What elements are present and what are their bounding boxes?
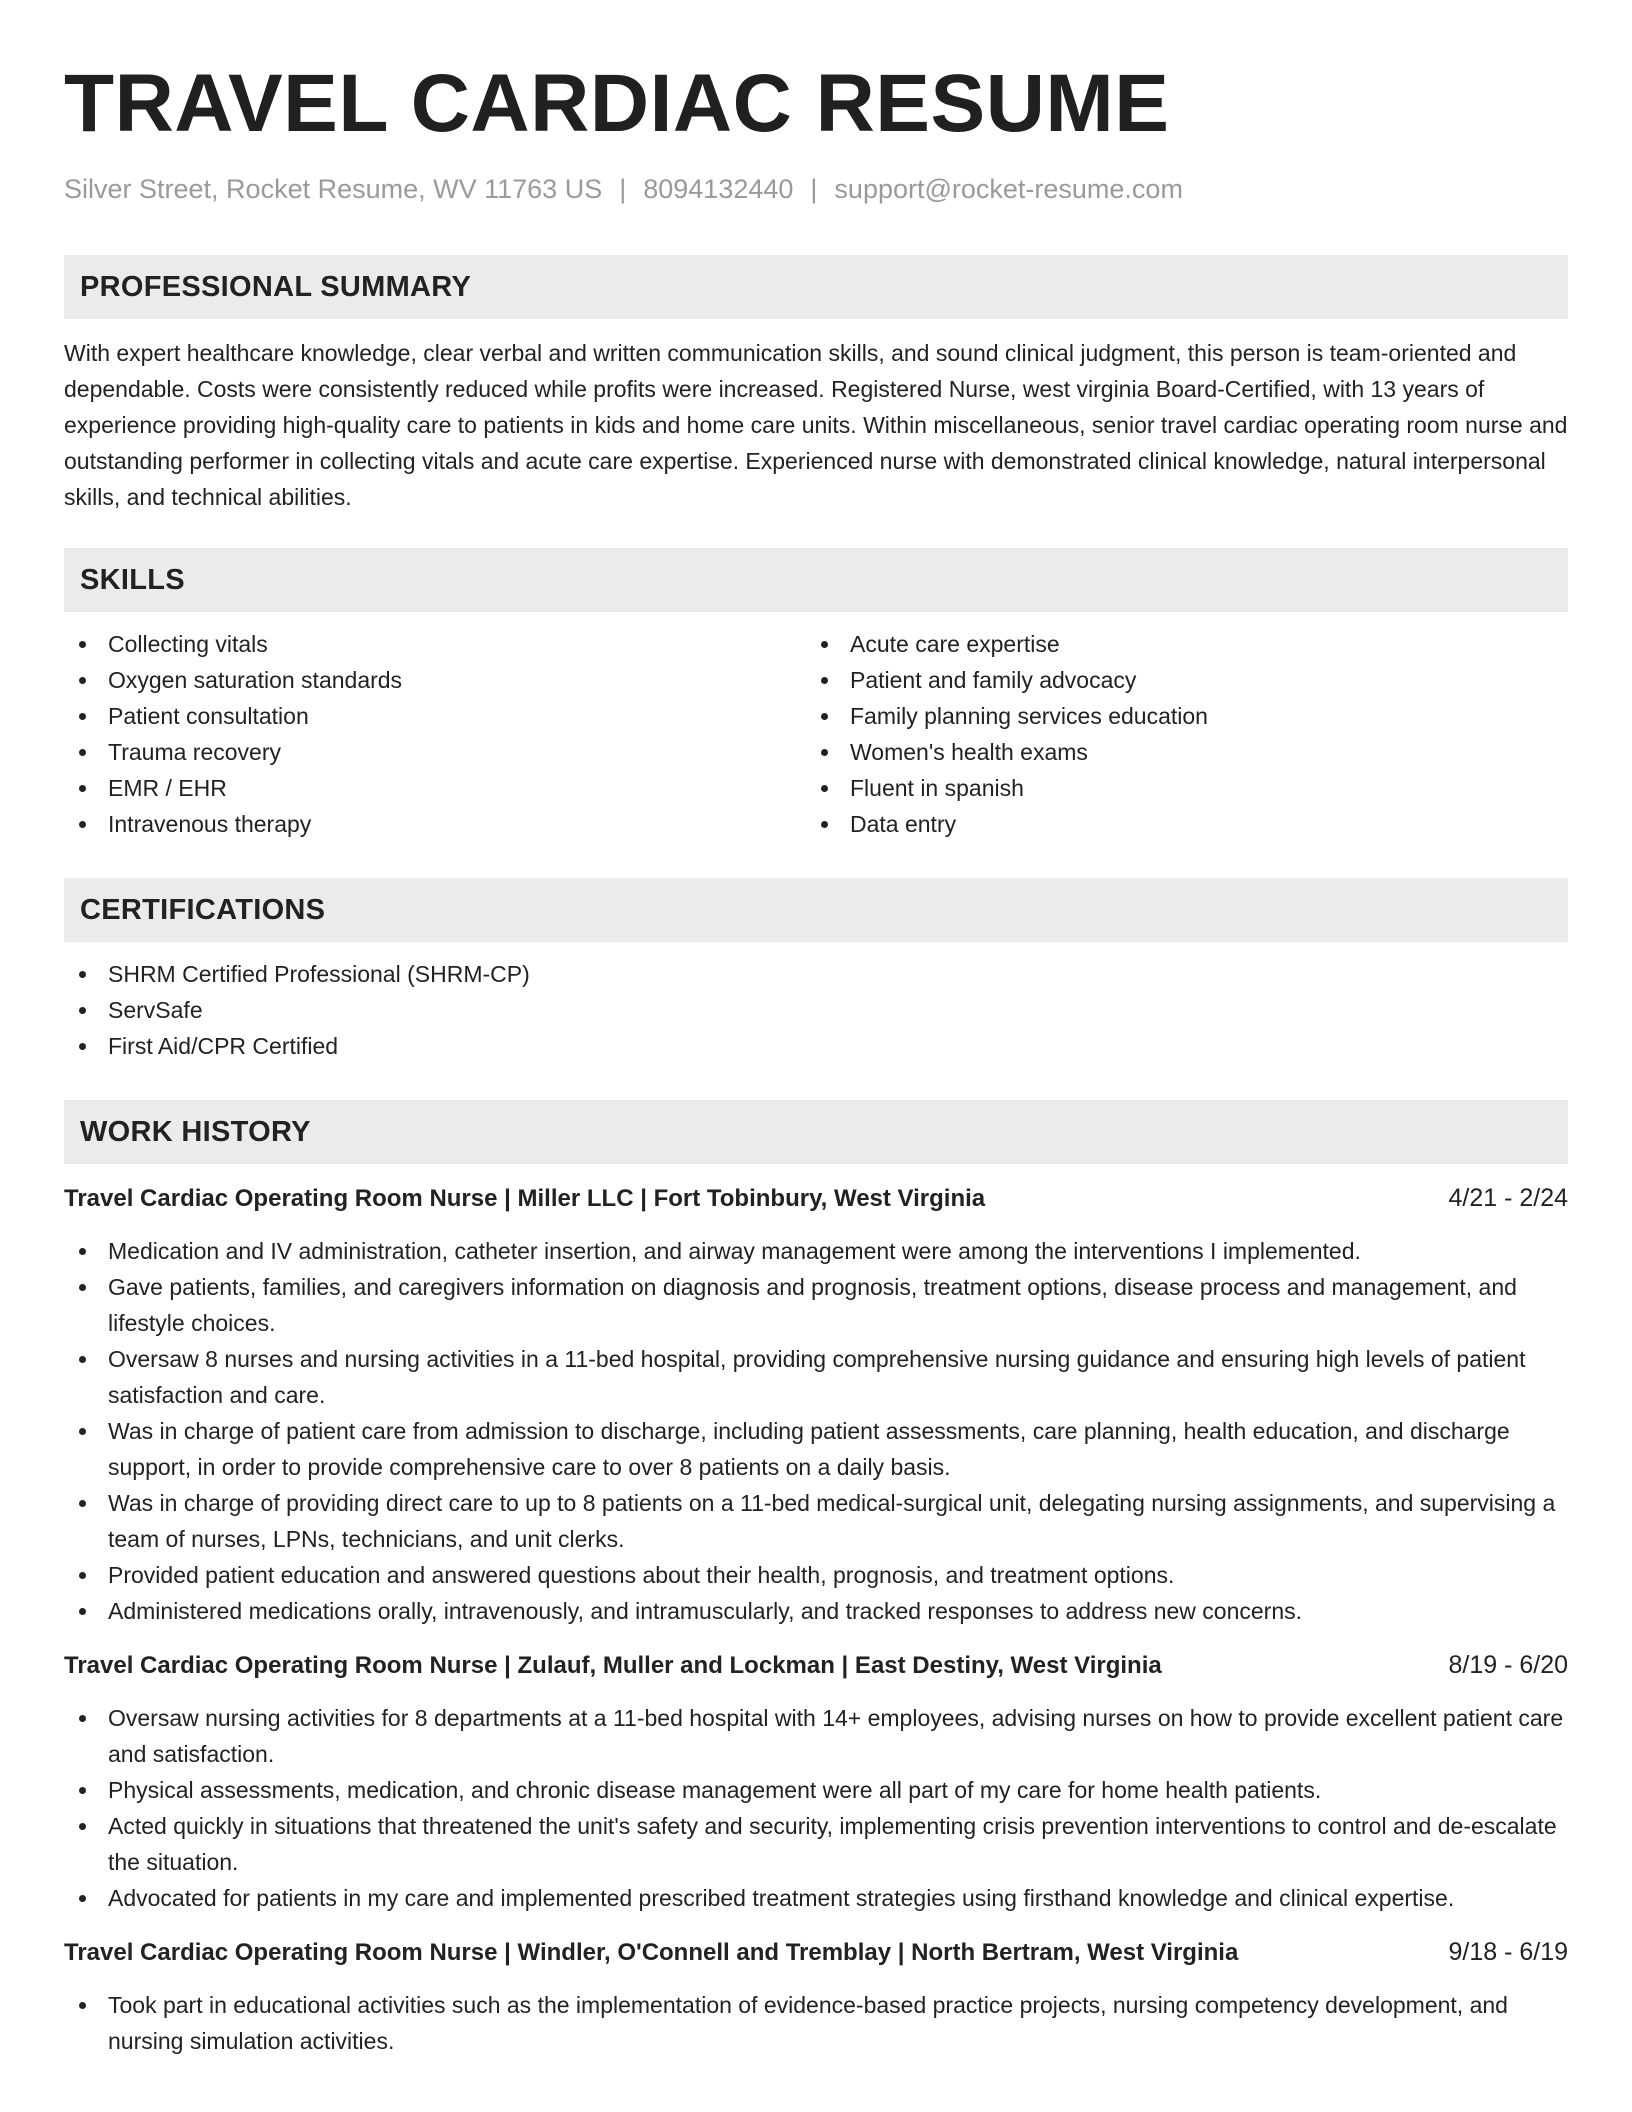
skill-item: Data entry: [806, 806, 1548, 842]
certification-item: First Aid/CPR Certified: [64, 1028, 1568, 1064]
skill-item: Intravenous therapy: [64, 806, 806, 842]
skills-grid: [64, 626, 1568, 842]
phone: 8094132440: [643, 174, 794, 204]
job-bullet: Oversaw nursing activities for 8 departments at a 11-bed hospital with 14+ employees, advising nurses on how to provide excellent patient care and satisfaction.: [64, 1700, 1568, 1772]
contact-line: [64, 172, 1568, 206]
skill-item: Patient and family advocacy: [806, 662, 1548, 698]
job-bullet: Physical assessments, medication, and chronic disease management were all part of my care for home health patients.: [64, 1772, 1568, 1808]
job-dates: 9/18 - 6/19: [1448, 1938, 1568, 1966]
section-header-skills: SKILLS: [64, 548, 1568, 612]
skill-item: Patient consultation: [64, 698, 806, 734]
job-bullet: Administered medications orally, intravenously, and intramuscularly, and tracked responses to address new concerns.: [64, 1593, 1568, 1629]
job-bullet: Acted quickly in situations that threatened the unit's safety and security, implementing crisis prevention interventions to control and de-escalate the situation.: [64, 1808, 1568, 1880]
job-entry: [64, 1934, 1568, 2059]
certification-item: SHRM Certified Professional (SHRM-CP): [64, 956, 1568, 992]
certification-item: ServSafe: [64, 992, 1568, 1028]
skill-item: Oxygen saturation standards: [64, 662, 806, 698]
job-bullet: Advocated for patients in my care and implemented prescribed treatment strategies using firsthand knowledge and clinical expertise.: [64, 1880, 1568, 1916]
job-bullet: Gave patients, families, and caregivers information on diagnosis and prognosis, treatment options, disease process and management, and lifestyle choices.: [64, 1269, 1568, 1341]
job-bullet: Took part in educational activities such as the implementation of evidence-based practice projects, nursing competency development, and nursing simulation activities.: [64, 1987, 1568, 2059]
skill-item: Fluent in spanish: [806, 770, 1548, 806]
address: Silver Street, Rocket Resume, WV 11763 US: [64, 174, 603, 204]
skill-item: EMR / EHR: [64, 770, 806, 806]
skill-item: Family planning services education: [806, 698, 1548, 734]
job-bullet: Was in charge of patient care from admission to discharge, including patient assessments, care planning, health education, and discharge support, in order to provide comprehensive care to over 8 patients on a daily basis.: [64, 1413, 1568, 1485]
job-entry: [64, 1180, 1568, 1629]
job-entry: [64, 1647, 1568, 1916]
job-dates: 8/19 - 6/20: [1448, 1651, 1568, 1679]
email: support@rocket-resume.com: [834, 174, 1183, 204]
section-header-work-history: WORK HISTORY: [64, 1100, 1568, 1164]
job-title: Travel Cardiac Operating Room Nurse | Zulauf, Muller and Lockman | East Destiny, West Virginia: [64, 1652, 1162, 1679]
skills-column-right: [806, 626, 1548, 842]
separator: |: [619, 174, 627, 204]
certifications-list: [64, 956, 1568, 1064]
separator: |: [810, 174, 818, 204]
skill-item: Collecting vitals: [64, 626, 806, 662]
job-bullet: Oversaw 8 nurses and nursing activities in a 11-bed hospital, providing comprehensive nursing guidance and ensuring high levels of patient satisfaction and care.: [64, 1341, 1568, 1413]
job-heading-row: [64, 1934, 1568, 1971]
job-bullets: [64, 1233, 1568, 1629]
job-bullets: [64, 1987, 1568, 2059]
section-header-summary: PROFESSIONAL SUMMARY: [64, 255, 1568, 319]
job-bullets: [64, 1700, 1568, 1916]
job-bullet: Medication and IV administration, catheter insertion, and airway management were among the interventions I implemented.: [64, 1233, 1568, 1269]
resume-title: TRAVEL CARDIAC RESUME: [64, 58, 1170, 149]
job-heading-row: [64, 1180, 1568, 1217]
job-title: Travel Cardiac Operating Room Nurse | Windler, O'Connell and Tremblay | North Bertram, West Virginia: [64, 1939, 1239, 1966]
job-title: Travel Cardiac Operating Room Nurse | Miller LLC | Fort Tobinbury, West Virginia: [64, 1185, 986, 1212]
job-heading-row: [64, 1647, 1568, 1684]
skills-column-left: [64, 626, 806, 842]
summary-text: With expert healthcare knowledge, clear verbal and written communication skills, and sound clinical judgment, this person is team-oriented and dependable. Costs were consistently reduced while profits were increased. Registered Nurse, west virginia Board-Certified, with 13 years of experience providing high-quality care to patients in kids and home care units. Within miscellaneous, senior travel cardiac operating room nurse and outstanding performer in collecting vitals and acute care expertise. Experienced nurse with demonstrated clinical knowledge, natural interpersonal skills, and technical abilities.: [64, 340, 1568, 510]
skill-item: Trauma recovery: [64, 734, 806, 770]
job-bullet: Provided patient education and answered questions about their health, prognosis, and treatment options.: [64, 1557, 1568, 1593]
skill-item: Acute care expertise: [806, 626, 1548, 662]
skill-item: Women's health exams: [806, 734, 1548, 770]
job-bullet: Was in charge of providing direct care to up to 8 patients on a 11-bed medical-surgical unit, delegating nursing assignments, and supervising a team of nurses, LPNs, technicians, and unit clerks.: [64, 1485, 1568, 1557]
section-header-certifications: CERTIFICATIONS: [64, 878, 1568, 942]
job-dates: 4/21 - 2/24: [1448, 1184, 1568, 1212]
